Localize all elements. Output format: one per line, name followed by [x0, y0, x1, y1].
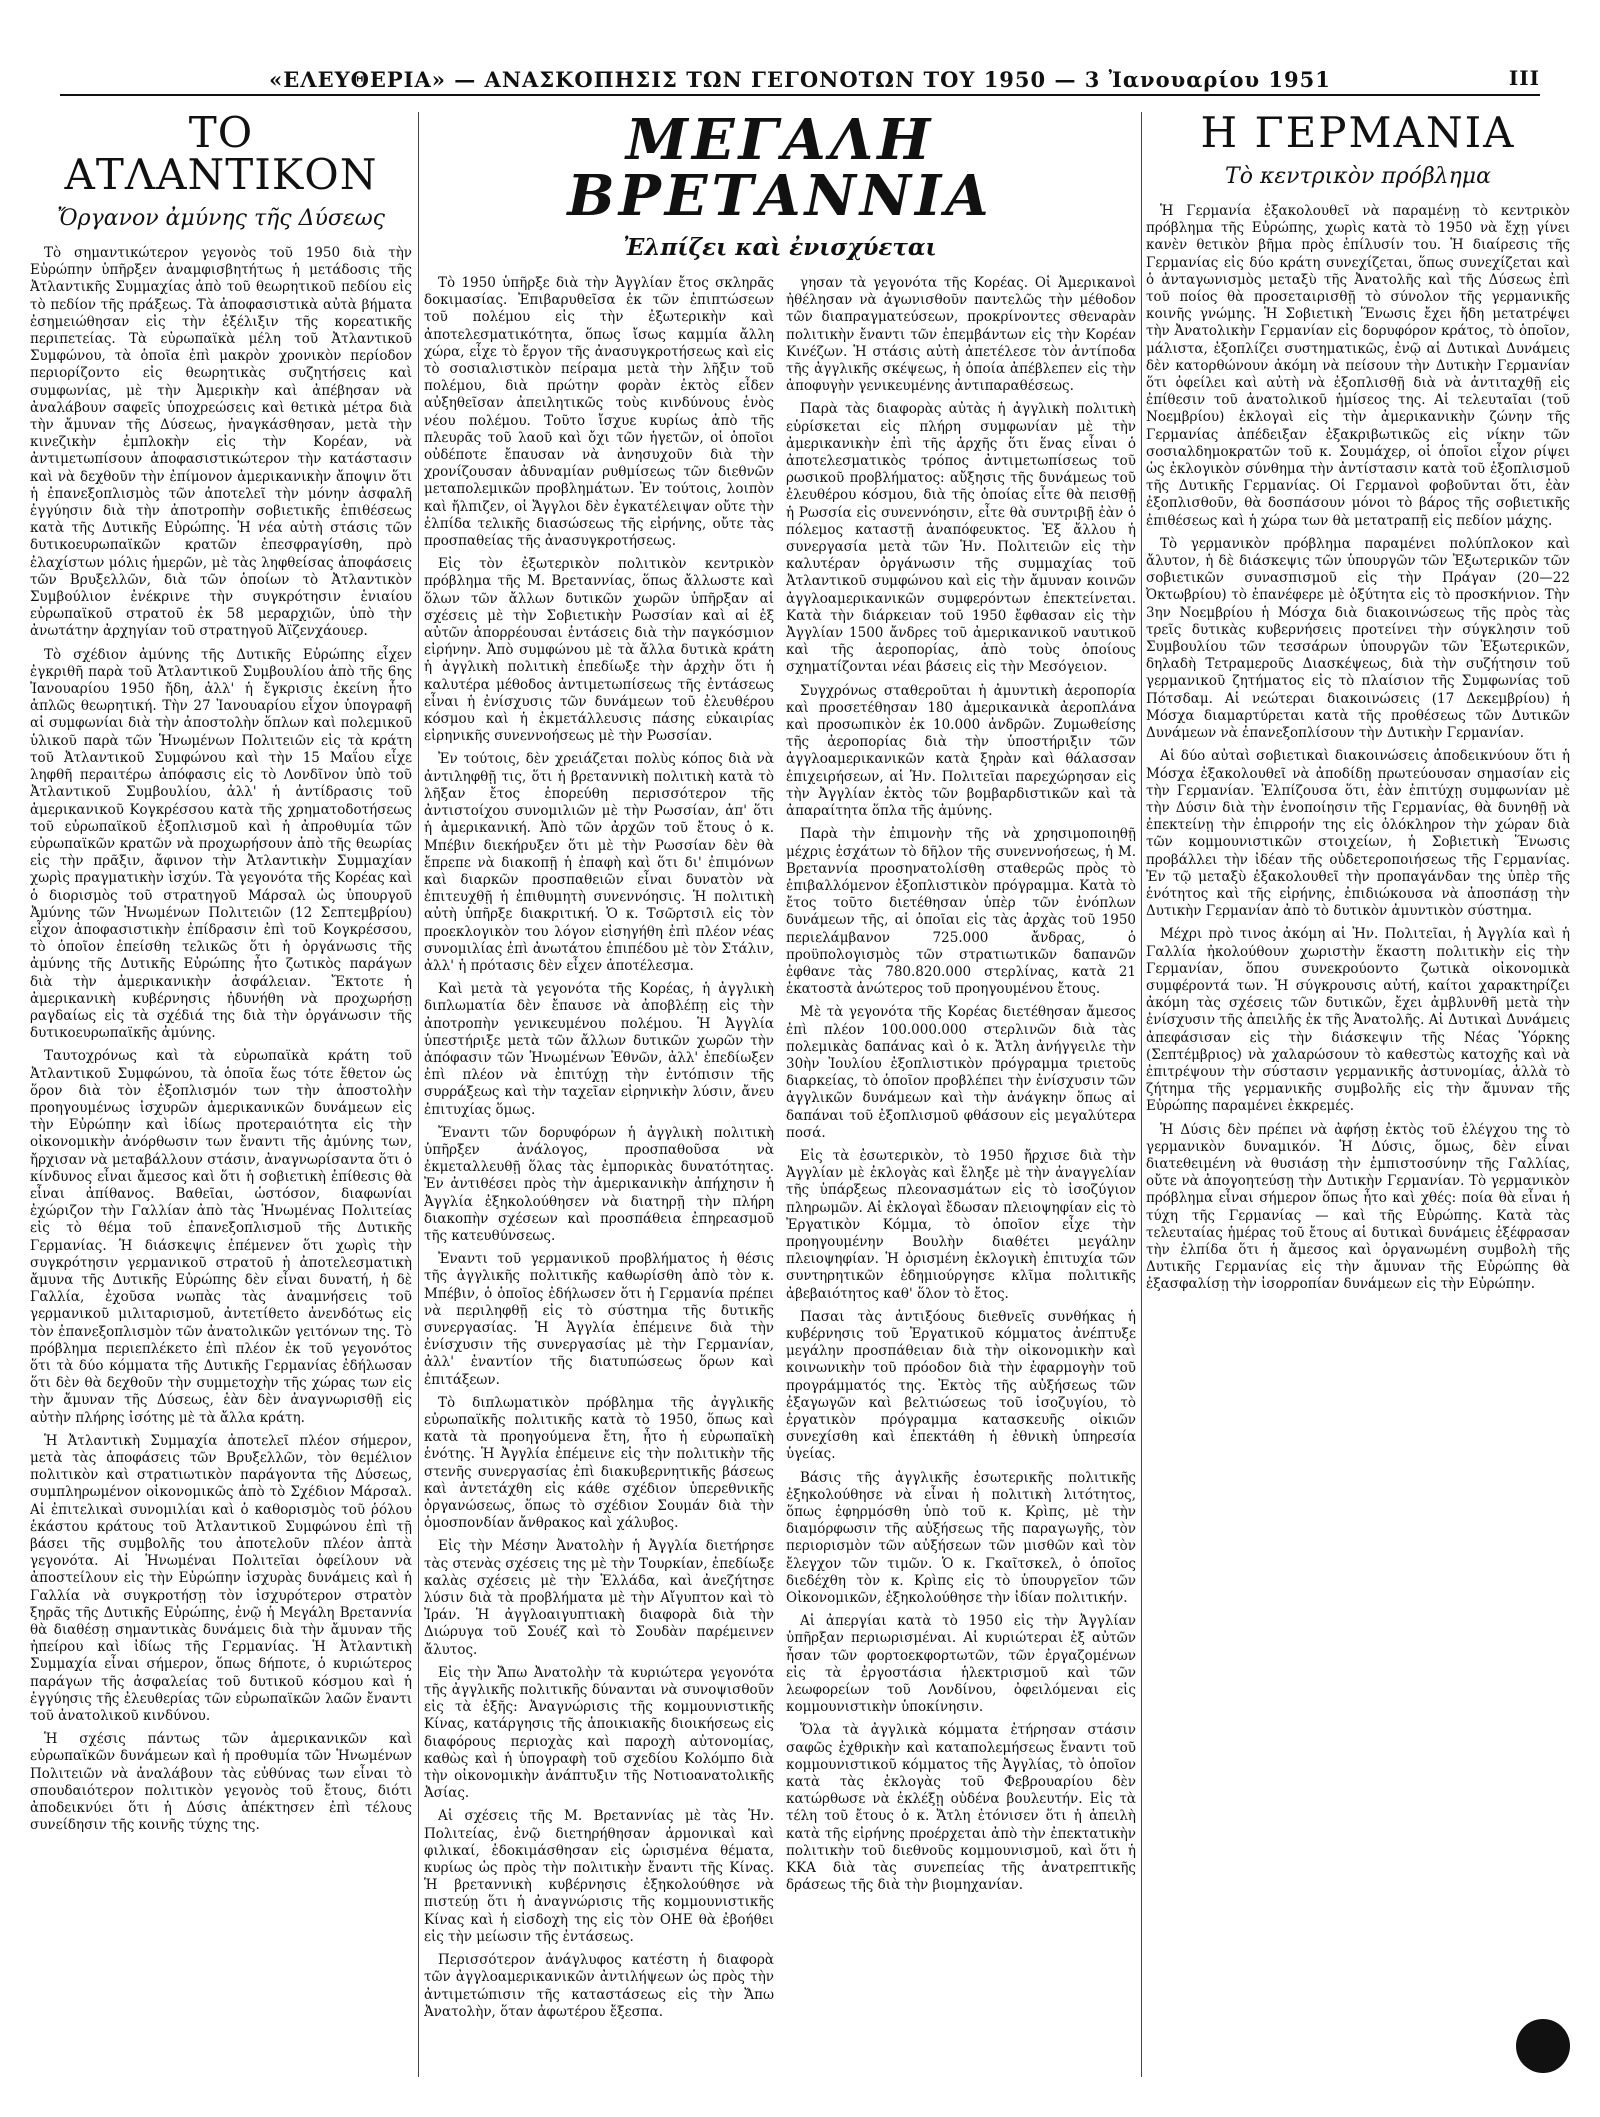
paragraph: Συγχρόνως σταθεροῦται ἡ ἀμυντικὴ ἀεροπορία καὶ προσετέθησαν 180 ἀμερικανικὰ ἀεροπλάνα καὶ προσωπικὸν ἐκ 10.000 ἀνδρῶν. Ζυμωθείσης τῆς ἀεροπορίας διὰ τὴν ὑποστήριξιν τῶν ἀγγλοαμερικανικῶν κατὰ ξηρὰν καὶ θάλασσαν ἐπιχειρήσεων, αἱ Ἡν. Πολιτεῖαι παρεχώρησαν εἰς τὴν Ἀγγλίαν ἐκτὸς τῶν βομβαρδιστικῶν καὶ τὰ ἀπαραίτητα ὅπλα τῆς ἀμύνης. [786, 682, 1136, 820]
paragraph: Εἰς τὴν Μέσην Ἀνατολὴν ἡ Ἀγγλία διετήρησε τὰς στενὰς σχέσεις της μὲ τὴν Τουρκίαν, ἐπεδίωξε καλὰς σχέσεις μὲ τὴν Ἑλλάδα, καὶ ἀνεζήτησε λύσιν διὰ τὰ προβλήματα μὲ τὴν Αἴγυπτον καὶ τὸ Ἰράν. Ἡ ἀγγλοαιγυπτιακὴ διαφορὰ διὰ τὴν Διώρυγα τοῦ Σουέζ καὶ τὸ Σουδὰν παρέμεινεν ἄλυτος. [424, 1538, 774, 1658]
paragraph: Πασαι τὰς ἀντιξόους διεθνεῖς συνθήκας ἡ κυβέρνησις τοῦ Ἐργατικοῦ κόμματος ἀνέπτυξε μεγάλην προσπάθειαν διὰ τὴν οἰκονομικὴν καὶ κοινωνικὴν τοῦ πρόοδον διὰ τὴν ἐφαρμογὴν τοῦ προγράμματός της. Ἐκτὸς τῆς αὐξήσεως τῶν ἐξαγωγῶν καὶ βελτιώσεως τοῦ ἰσοζυγίου, τὸ ἐργατικὸν πρόγραμμα κατασκευῆς οἰκιῶν συνεχίσθη καὶ ἐπεκτάθη ἡ ἐθνικὴ ὑπηρεσία ὑγείας. [786, 1308, 1136, 1463]
paragraph: Μέχρι πρὸ τινος ἀκόμη αἱ Ἡν. Πολιτεῖαι, ἡ Ἀγγλία καὶ ἡ Γαλλία ἠκολούθουν χωριστὴν ἕκαστη πολιτικὴν εἰς τὴν Γερμανίαν, ὅπου συνεκρούοντο ζωτικὰ οἰκονομικὰ συμφέροντά των. Ἡ σύγκρουσις αὐτή, καίτοι χαρακτηρίζει ἀκόμη τὰς σχέσεις τῶν δυτικῶν, ἔχει ἀμβλυνθῆ μετὰ τὴν ἐνίσχυσιν τῆς ἀπειλῆς ἐκ τῆς Ἀνατολῆς. Αἱ Δυτικαὶ Δυνάμεις ἀπεφάσισαν εἰς τὴν διάσκεψιν τῆς Νέας Ὑόρκης (Σεπτέμβριος) νὰ χαλαρώσουν τὸ καθεστὼς κατοχῆς καὶ νὰ ἐπιτρέψουν τὴν σύστασιν γερμανικῆς ἀστυνομίας, ἀλλὰ τὸ ζήτημα τῆς γερμανικῆς συμβολῆς εἰς τὴν ἄμυναν τῆς Εὐρώπης παραμένει ἐκκρεμές. [1146, 926, 1570, 1115]
paragraph: Ἡ σχέσις πάντως τῶν ἀμερικανικῶν καὶ εὐρωπαϊκῶν δυνάμεων καὶ ἡ προθυμία τῶν Ἡνωμένων Πολιτειῶν νὰ ἀναλάβουν τὰς εὐθύνας των εἶναι τὸ σπουδαιότερον πολιτικὸν γεγονὸς τοῦ ἔτους, διότι ἀποδεικνύει ὅτι ἡ Δύσις ἀπέκτησεν ἐπὶ τέλους συνείδησιν τῆς κοινῆς τύχης της. [30, 1731, 412, 1834]
paragraph: Ταυτοχρόνως καὶ τὰ εὐρωπαϊκὰ κράτη τοῦ Ἀτλαντικοῦ Συμφώνου, τὰ ὁποῖα ἕως τότε ἔθετον ὡς ὅρον διὰ τὸν ἐξοπλισμόν των τὴν ἀποστολὴν προηγουμένως ἰσχυρῶν ἀμερικανικῶν δυνάμεων εἰς τὴν Εὐρώπην καὶ ἰδίως προτεραιότητα εἰς τὴν οἰκονομικὴν ἀνόρθωσιν των ἔναντι τῆς ἀμύνης των, ἤρχισαν νὰ μεταβάλλουν στάσιν, ἀναγνωρίσαντα ὅτι ὁ κίνδυνος εἶναι ἄμεσος καὶ ὅτι ἡ σοβιετικὴ ἐπίθεσις θὰ εἶναι ἀπίθανος. Βαθεῖαι, ὡστόσον, διαφωνίαι ἐχώριζον τὴν Γαλλίαν ἀπὸ τὰς Ἡνωμένας Πολιτείας εἰς τὸ θέμα τοῦ ἐπανεξοπλισμοῦ τῆς Δυτικῆς Γερμανίας. Ἡ διάσκεψις ἐπέμενεν ὅτι χωρὶς τὴν συγκρότησιν γερμανικοῦ στρατοῦ ἡ ἀποτελεσματικὴ ἄμυνα τῆς Δυτικῆς Εὐρώπης δὲν εἶναι δυνατή, ἡ δὲ Γαλλία, ἐχοῦσα νωπὰς τὰς ἀναμνήσεις τοῦ γερμανικοῦ μιλιταρισμοῦ, ἀντετίθετο ἀνενδότως εἰς τὸν ἐπανεξοπλισμὸν τῶν ἀνατολικῶν γειτόνων της. Τὸ πρόβλημα περιεπλέκετο ἐπὶ πλέον ἐκ τοῦ γεγονότος ὅτι τὰ δύο κόμματα τῆς Δυτικῆς Γερμανίας ἐδήλωσαν ὅτι δὲν θὰ δεχθοῦν τὴν συμμετοχὴν τῆς χώρας των εἰς τὴν ἄμυναν τῆς Δύσεως, ἐὰν δὲν ἀναγνωρισθῇ εἰς αὐτὴν πλήρης ἰσότης μὲ τὰ ἄλλα κράτη. [30, 1048, 412, 1426]
paragraph: Παρὰ τὰς διαφορὰς αὐτὰς ἡ ἀγγλικὴ πολιτικὴ εὑρίσκεται εἰς πλήρη συμφωνίαν μὲ τὴν ἀμερικανικὴν ἐπὶ τῆς ἀρχῆς ὅτι ἕνας εἶναι ὁ ἀποτελεσματικὸς τρόπος ἀντιμετωπίσεως τοῦ ρωσικοῦ προβλήματος: αὔξησις τῆς δυνάμεως τοῦ ἐλευθέρου κόσμου, διὰ τῆς ὁποίας εἶτε θὰ πεισθῇ ἡ Ρωσσία εἰς συνεννόησιν, εἶτε θὰ συντριβῇ ἐὰν ὁ πόλεμος καταστῇ ἀναπόφευκτος. Ἐξ ἄλλου ἡ συνεργασία μετὰ τῶν Ἡν. Πολιτειῶν εἰς τὴν καλυτέραν ὀργάνωσιν τῆς συμμαχίας τοῦ Ἀτλαντικοῦ συμφώνου καὶ εἰς τὴν ἄμυναν κοινῶν ἀγγλοαμερικανικῶν συμφερόντων ἐπεκτείνεται. Κατὰ τὴν διάρκειαν τοῦ 1950 ἔφθασαν εἰς τὴν Ἀγγλίαν 1500 ἄνδρες τοῦ ἀμερικανικοῦ ναυτικοῦ καὶ τῆς ἀεροπορίας, ἀπὸ τοὺς ὁποίους σχηματίζονται νέαι βάσεις εἰς τὴν Μεσόγειον. [786, 401, 1136, 676]
paragraph: Βάσις τῆς ἀγγλικῆς ἐσωτερικῆς πολιτικῆς ἐξηκολούθησε νὰ εἶναι ἡ πολιτικὴ λιτότητος, ὅπως ἐφηρμόσθη ὑπὸ τοῦ κ. Κρὶπς, μὲ τὴν διαμόρφωσιν τῆς αὐξήσεως τῆς παραγωγῆς, τὸν περιορισμὸν τῶν αὐξήσεων τῶν μισθῶν καὶ τὸν ἔλεγχον τῶν τιμῶν. Ὁ κ. Γκαῖτσκελ, ὁ ὁποῖος διεδέχθη τὸν κ. Κρὶπς εἰς τὸ ὑπουργεῖον τῶν Οἰκονομικῶν, ἐξηκολούθησε τὴν ἰδίαν πολιτικήν. [786, 1469, 1136, 1607]
paragraph: Αἱ σχέσεις τῆς Μ. Βρεταννίας μὲ τὰς Ἡν. Πολιτείας, ἐνῷ διετηρήθησαν ἁρμονικαὶ καὶ φιλικαί, ἐδοκιμάσθησαν εἰς ὡρισμένα θέματα, κυρίως ὡς πρὸς τὴν πολιτικὴν ἔναντι τῆς Κίνας. Ἡ βρεταννικὴ κυβέρνησις ἐξηκολούθησε νὰ πιστεύῃ ὅτι ἡ ἀναγνώρισις τῆς κομμουνιστικῆς Κίνας καὶ ἡ εἰσδοχὴ της εἰς τὸν ΟΗΕ θὰ ἐβοήθει εἰς τὴν μείωσιν τῆς ἐντάσεως. [424, 1808, 774, 1945]
ink-blot [1516, 2019, 1570, 2073]
column-divider [418, 112, 419, 2077]
paragraph: Παρὰ τὴν ἐπιμονὴν τῆς νὰ χρησιμοποιηθῇ μέχρις ἐσχάτων τὸ δῆλον τῆς συνεννοήσεως, ἡ Μ. Βρεταννία προσηνατολίσθη σταθερῶς πρὸς τὸ ἐπιβαλλόμενον ἐξοπλιστικὸν πρόγραμμα. Κατὰ τὸ ἔτος τοῦτο διετέθησαν ὑπὲρ τῶν ἐνόπλων δυνάμεων τῆς, αἱ ὁποῖαι εἰς τὰς ἀρχὰς τοῦ 1950 περιελάμβανον 725.000 ἄνδρας, ὁ προϋπολογισμὸς τῶν στρατιωτικῶν δαπανῶν ἐφθανε τὰς 780.820.000 στερλίνας, κατὰ 21 ἑκατοστὰ ἀνώτερος τοῦ προηγουμένου ἔτους. [786, 826, 1136, 998]
masthead [60, 64, 1540, 96]
article-subtitle: Τὸ κεντρικὸν πρόβλημα [1225, 164, 1491, 189]
paragraph: Ἐν τούτοις, δὲν χρειάζεται πολὺς κόπος διὰ νὰ ἀντιληφθῇ τις, ὅτι ἡ βρεταννικὴ πολιτικὴ κατὰ τὸ λῆξαν ἔτος ἐπορεύθη περισσότερον τῆς ἀντιστοίχου συνομιλιῶν μὲ τὴν Ρωσσίαν, ἀπ' ὅτι ἡ ἀμερικανική. Ἀπὸ τῶν ἀρχῶν τοῦ ἔτους ὁ κ. Μπέβιν διεκήρυξεν ὅτι μὲ τὴν Ρωσσίαν δὲν θὰ ἔπρεπε νὰ διακοπῇ ἡ ἐπαφὴ καὶ ὅτι δι' ἐπιμόνων καὶ διαρκῶν προσπαθειῶν εἶναι δυνατὸν νὰ ἐπιτευχθῇ ἡ ἐπιθυμητὴ συνεννόησις. Ἡ πολιτικὴ αὐτὴ ὑπῆρξε διακριτική. Ὁ κ. Τσῶρτσιλ εἰς τὸν προεκλογικὸν του λόγον εἰσηγήθη ἐπὶ πλέον νέας συνομιλίας ἐπὶ ἀνωτάτου ἐπιπέδου μὲ τὸν Στάλιν, ἀλλ' ἡ πρότασις δὲν εἶχεν ἀποτέλεσμα. [424, 751, 774, 974]
subcolumn-1 [424, 275, 774, 2027]
paragraph: Ὅλα τὰ ἀγγλικὰ κόμματα ἐτήρησαν στάσιν σαφῶς ἐχθρικὴν καὶ καταπολεμήσεως ἔναντι τοῦ κομμουνιστικοῦ κόμματος τῆς Ἀγγλίας, τὸ ὁποῖον κατὰ τὰς ἐκλογὰς τοῦ Φεβρουαρίου δὲν κατώρθωσε νὰ ἐκλέξῃ οὐδένα βουλευτήν. Εἰς τὰ τέλη τοῦ ἔτους ὁ κ. Ἄτλη ἐτόνισεν ὅτι ἡ ἀπειλὴ κατὰ τῆς εἰρήνης προέρχεται ἀπὸ τὴν ἐπεκτατικὴν πολιτικὴν τοῦ διεθνοῦς κομμουνισμοῦ, καὶ ὅτι ἡ ΚΚΑ διὰ τὰς συνεπείας τῆς ἀνατρεπτικῆς δράσεως τῆς διὰ τὴν βιομηχανίαν. [786, 1722, 1136, 1894]
column-divider [1141, 112, 1142, 2077]
paragraph: Αἱ ἀπεργίαι κατὰ τὸ 1950 εἰς τὴν Ἀγγλίαν ὑπῆρξαν περιωρισμέναι. Αἱ κυριώτεραι ἐξ αὐτῶν ἦσαν τῶν φορτοεκφορτωτῶν, τῶν ἐργαζομένων εἰς τὰ ἐργοστάσια ἡλεκτρισμοῦ καὶ τῶν λεωφορείων τοῦ Λονδίνου, ὀφειλόμεναι εἰς κομμουνιστικὴν ὑποκίνησιν. [786, 1613, 1136, 1716]
article-subtitle: Ὄργανον ἀμύνης τῆς Δύσεως [57, 206, 385, 231]
article-subtitle: Ἐλπίζει καὶ ἐνισχύεται [623, 234, 937, 261]
paragraph: Τὸ 1950 ὑπῆρξε διὰ τὴν Ἀγγλίαν ἔτος σκληρᾶς δοκιμασίας. Ἐπιβαρυθεῖσα ἐκ τῶν ἐπιπτώσεων τοῦ πολέμου εἰς τὴν ἐξωτερικὴν καὶ ἀποτελεσματικότητα, ὅπως ἴσως καμμία ἄλλη χώρα, εἶχε τὸ ἔργον τῆς ἀνασυγκροτήσεως καὶ εἰς τὸ σοσιαλιστικὸν πείραμα μετὰ τὴν λῆξιν τοῦ πολέμου, διὰ πρώτην φορὰν ἐκτὸς εἶδεν αὐξηθεῖσαν ἀπειλητικῶς τοὺς κινδύνους ἑνὸς νέου πολέμου. Τοῦτο ἴσχυε κυρίως ἀπὸ τῆς πλευρᾶς τοῦ λαοῦ καὶ ὄχι τῶν ἡγετῶν, οἱ ὁποῖοι οὐδέποτε ἔπαυσαν νὰ ἀνησυχοῦν διὰ τὴν χρονίζουσαν ἀδυναμίαν ρυθμίσεως τῶν διεθνῶν μεταπολεμικῶν προβλημάτων. Ἐν τούτοις, λοιπὸν καὶ ἤλπιζεν, οἱ Ἄγγλοι δὲν ἐγκατέλειψαν οὔτε τὴν ἐλπίδα τελικῆς διασώσεως τῆς εἰρήνης, οὔτε τὰς προσπαθείας τῆς ἀνασυγκροτήσεως. [424, 275, 774, 550]
paragraph: Ἔναντι τῶν δορυφόρων ἡ ἀγγλικὴ πολιτικὴ ὑπῆρξεν ἀνάλογος, προσπαθοῦσα νὰ ἐκμεταλλευθῇ ὅλας τὰς ἐμπορικὰς δυνατότητας. Ἐν ἀντιθέσει πρὸς τὴν ἀμερικανικὴν ἀπήχησιν ἡ Ἀγγλία ἐξηκολούθησεν νὰ διατηρῇ τὴν πλήρη διακοπὴν σχέσεων καὶ προσπάθεια ἐπηρεασμοῦ τῆς κατευθύνσεως. [424, 1124, 774, 1244]
paragraph: Εἰς τὸν ἐξωτερικὸν πολιτικὸν κεντρικὸν πρόβλημα τῆς Μ. Βρεταννίας, ὅπως ἄλλωστε καὶ ὅλων τῶν ἄλλων δυτικῶν χωρῶν ὑπῆρξαν αἱ σχέσεις μὲ τὴν Σοβιετικὴν Ρωσσίαν καὶ αἱ ἐξ αὐτῶν ἀπορρέουσαι ἐντάσεις διὰ τὴν παγκόσμιον εἰρήνην. Ἀπὸ συμφώνου μὲ τὰ ἄλλα δυτικὰ κράτη ἡ ἀγγλικὴ πολιτικὴ ἐπεδίωξε τὴν ἀρχὴν ὅτι ἡ καλυτέρα μέθοδος ἀντιμετωπίσεως τῆς ἐντάσεως εἶναι ἡ ἐνίσχυσις τῶν δυνάμεων τοῦ ἐλευθέρου κόσμου καὶ ἡ ἐκμετάλλευσις πάσης εὐκαιρίας εἰρηνικῆς συνεννοήσεως μὲ τὴν Ρωσσίαν. [424, 556, 774, 745]
article-title: ΜΕΓΑΛΗ ΒΡΕΤΑΝΝΙΑ [567, 112, 993, 229]
paragraph: Ἡ Ἀτλαντικὴ Συμμαχία ἀποτελεῖ πλέον σήμερον, μετὰ τὰς ἀποφάσεις τῶν Βρυξελλῶν, τὸν θεμέλιον πολιτικὸν καὶ στρατιωτικὸν παράγοντα τῆς Δύσεως, συμπληρωμένον οἰκονομικῶς ἀπὸ τὸ Σχέδιον Μάρσαλ. Αἱ ἐπιτελικαὶ συνομιλίαι καὶ ὁ καθορισμὸς τοῦ ῥόλου ἑκάστου κράτους τοῦ Ἀτλαντικοῦ Συμφώνου ἐπὶ τῇ βάσει τῆς συμβολῆς του ἀποτελοῦν πλέον ἀπτὰ γεγονότα. Αἱ Ἡνωμέναι Πολιτεῖαι ὀφείλουν νὰ ἀποστείλουν εἰς τὴν Εὐρώπην ἰσχυρὰς δυνάμεις καὶ ἡ Γαλλία νὰ συγκροτήσῃ τὸν ἰσχυρότερον στρατὸν ξηρᾶς τῆς Δυτικῆς Εὐρώπης, ἐνῷ ἡ Μεγάλη Βρεταννία θὰ διαθέσῃ σημαντικὰς δυνάμεις διὰ τὴν ἄμυναν τῆς ἠπείρου καὶ ἰδίως τῆς Γερμανίας. Ἡ Ἀτλαντικὴ Συμμαχία εἶναι σήμερον, ὅπως δήποτε, ὁ κυριώτερος παράγων τῆς ἀσφαλείας τοῦ δυτικοῦ κόσμου καὶ ἡ ἐγγύησις τῆς ἐλευθερίας τῶν εὐρωπαϊκῶν λαῶν ἔναντι τοῦ ἀνατολικοῦ κινδύνου. [30, 1432, 412, 1725]
paragraph: Τὸ γερμανικὸν πρόβλημα παραμένει πολύπλοκον καὶ ἄλυτον, ἡ δὲ διάσκεψις τῶν ὑπουργῶν τῶν Ἐξωτερικῶν τῶν σοβιετικῶν συνασπισμοῦ εἰς τὴν Πράγαν (20—22 Ὀκτωβρίου) τὸ ἐπανέφερε μὲ ὀξύτητα εἰς τὸ προσκήνιον. Τὴν 3ην Νοεμβρίου ἡ Μόσχα διὰ διακοινώσεως τῆς πρὸς τὰς τρεῖς δυτικὰς κυβερνήσεις προτείνει τὴν σύγκλησιν τοῦ Συμβουλίου τῶν τεσσάρων ὑπουργῶν τῶν Ἐξωτερικῶν, δηλαδὴ Τετραμεροῦς Διασκέψεως, διὰ τὴν συζήτησιν τοῦ γερμανικοῦ ζητήματος εἰς τὸ πλαίσιον τῆς Συμφωνίας τοῦ Πότσδαμ. Αἱ νεώτεραι διακοινώσεις (17 Δεκεμβρίου) ἡ Μόσχα διαμαρτύρεται κατὰ τῆς προθέσεως τῶν Δυτικῶν Δυνάμεων νὰ ἐπανεξοπλίσουν τὴν Δυτικὴν Γερμανίαν. [1146, 535, 1570, 742]
paragraph: Τὸ σχέδιον ἀμύνης τῆς Δυτικῆς Εὐρώπης εἶχεν ἐγκριθῆ παρὰ τοῦ Ἀτλαντικοῦ Συμβουλίου ἀπὸ τῆς 6ης Ἰανουαρίου 1950 ἤδη, ἀλλ' ἡ ἔγκρισις ἐκείνη ἦτο ἁπλῶς θεωρητική. Τὴν 27 Ἰανουαρίου εἶχον ὑπογραφῆ αἱ συμφωνίαι διὰ τὴν ἀποστολὴν ὅπλων καὶ πολεμικοῦ ὑλικοῦ παρὰ τῶν Ἡνωμένων Πολιτειῶν εἰς τὰ κράτη τοῦ Ἀτλαντικοῦ Συμφώνου καὶ τὴν 15 Μαΐου εἶχε ληφθῆ περαιτέρω ἀπόφασις εἰς τὸ Λονδῖνον ὑπὸ τοῦ Ἀτλαντικοῦ Συμβουλίου, ἀλλ' ἡ ἀντίδρασις τοῦ ἀμερικανικοῦ Κογκρέσσου κατὰ τῆς χρηματοδοτήσεως τοῦ εὐρωπαϊκοῦ ἐξοπλισμοῦ καὶ ἡ ἀπροθυμία τῶν εὐρωπαϊκῶν κρατῶν νὰ προχωρήσουν ἀπὸ τῆς θεωρίας εἰς τὴν πρᾶξιν, ἄφινον τὴν Ἀτλαντικὴν Συμμαχίαν χωρὶς πραγματικὴν ἰσχύν. Τὰ γεγονότα τῆς Κορέας καὶ ὁ διορισμὸς τοῦ στρατηγοῦ Μάρσαλ ὡς ὑπουργοῦ Ἀμύνης τῶν Ἡνωμένων Πολιτειῶν (12 Σεπτεμβρίου) εἶχον ἀποφασιστικὴν ἐπίδρασιν ἐπὶ τοῦ Κογκρέσσου, τὸ ὁποῖον ἐπείσθη τελικῶς ὅτι ἡ ὀργάνωσις τῆς ἀμύνης τῆς Δυτικῆς Εὐρώπης ἦτο ζωτικὸς παράγων διὰ τὴν ἀμερικανικὴν ἀσφάλειαν. Ἔκτοτε ἡ ἀμερικανικὴ κυβέρνησις ἠδυνήθη νὰ προχωρήσῃ ραγδαίως εἰς τὰ σχέδιά της διὰ τὴν ὀργάνωσιν τῆς δυτικοευρωπαϊκῆς ἀμύνης. [30, 646, 412, 1042]
article-atlantic [30, 112, 412, 2087]
article-title: ΤΟ ΑΤΛΑΝΤΙΚΟΝ [64, 112, 378, 199]
paragraph: Ἡ Γερμανία ἐξακολουθεῖ νὰ παραμένῃ τὸ κεντρικὸν πρόβλημα τῆς Εὐρώπης, χωρὶς κατὰ τὸ 1950 νὰ ἔχῃ γίνει κανὲν θετικὸν βῆμα πρὸς ἐπίλυσίν του. Ἡ διαίρεσις τῆς Γερμανίας εἰς δύο κράτη συνεχίζεται, ὅπως συνεχίζεται καὶ ὁ ἀνταγωνισμὸς μεταξὺ τῆς Ἀνατολῆς καὶ τῆς Δύσεως ἐπὶ τοῦ ποίος θὰ προσεταιρισθῇ τὸ σύνολον τῆς γερμανικῆς κοινῆς γνώμης. Ἡ Σοβιετικὴ Ἕνωσις ἔχει ἤδη μετατρέψει τὴν Ἀνατολικὴν Γερμανίαν εἰς δορυφόρον κράτος, τὸ ὁποῖον, μάλιστα, ἐξοπλίζει συστηματικῶς, ἐνῷ αἱ Δυτικαὶ Δυνάμεις δὲν κατορθώνουν ἀκόμη νὰ πείσουν τὴν Δυτικὴν Γερμανίαν ὅτι ὀφείλει καὶ αὐτὴ νὰ ἐξοπλισθῇ διὰ νὰ ἀντιταχθῇ εἰς ἐπίθεσιν τοῦ ἀνατολικοῦ ἡμίσεος της. Αἱ τελευταῖαι (τοῦ Νοεμβρίου) ἐκλογαὶ εἰς τὴν ἀμερικανικὴν ζώνην τῆς Γερμανίας ἀπέδειξαν ἐξακριβωτικῶς εἰς νίκην τῶν σοσιαλδημοκρατῶν τοῦ κ. Σουμάχερ, οἱ ὁποῖοι εἶχον ρίψει ὡς ἐκλογικὸν σύνθημα τὴν ἀντίστασιν κατὰ τοῦ ἐξοπλισμοῦ τῆς Δυτικῆς Γερμανίας. Οἱ Γερμανοὶ φοβοῦνται ὅτι, ἐὰν ἐξοπλισθοῦν, θὰ δοσπάσουν μόνοι τὸ βάρος τῆς σοβιετικῆς ἐπιθέσεως καὶ ἡ χώρα των θὰ μετατραπῇ εἰς πεδίον μάχης. [1146, 203, 1570, 529]
paragraph: γησαν τὰ γεγονότα τῆς Κορέας. Οἱ Ἀμερικανοὶ ἠθέλησαν νὰ ἀγωνισθοῦν παντελῶς τὴν μέθοδον τῶν διαπραγματεύσεων, προκρίνοντες σθεναρὰν πολιτικὴν ἔναντι τῶν ἐπεμβάντων εἰς τὴν Κορέαν Κινέζων. Ἡ στάσις αὐτὴ ἀπετέλεσε τὸν ἀντίποδα τῆς ἀγγλικῆς σκέψεως, ἡ ὁποία ἀπέβλεπεν εἰς τὴν ἀποφυγὴν γενικευμένης ἀντιπαραθέσεως. [786, 275, 1136, 395]
paragraph: Τὸ σημαντικώτερον γεγονὸς τοῦ 1950 διὰ τὴν Εὐρώπην ὑπῆρξεν ἀναμφισβητήτως ἡ μετάδοσις τῆς Ἀτλαντικῆς Συμμαχίας ἀπὸ τοῦ θεωρητικοῦ πεδίου εἰς τὸ πεδίον τῆς πράξεως. Τὰ ἀποφασιστικὰ αὐτὰ βήματα ἐσημειώθησαν εἰς τὴν ἐξέλιξιν τῆς κορεατικῆς περιπετείας. Τὰ εὐρωπαϊκὰ μέλη τοῦ Ἀτλαντικοῦ Συμφώνου, τὰ ὁποῖα ἐπὶ μακρὸν χρονικὸν περίοδον περιορίζοντο εἰς θεωρητικὰς συζητήσεις καὶ συμφωνίας, μὲ τὴν Ἀμερικὴν καὶ ἀπέβησαν νὰ ἀναλάβουν σαφεῖς ὑποχρεώσεις καὶ θετικὰ μέτρα διὰ τὴν ἄμυναν τῆς Δύσεως, ἠναγκάσθησαν, μετὰ τὴν κινεζικὴν ἐμπλοκὴν εἰς τὴν Κορέαν, νὰ ἀντιμετωπίσουν ἀποφασιστικώτερον τὴν κατάστασιν καὶ νὰ δεχθοῦν τὴν ἐπίμονον ἀμερικανικὴν ἄποψιν ὅτι ἡ ἐπανεξοπλισμὸς τῶν ἀποτελεῖ τὴν μόνην ἀσφαλῆ ἐγγύησιν διὰ τὴν ἀποτροπὴν σοβιετικῆς ἐπιθέσεως κατὰ τῆς Δυτικῆς Εὐρώπης. Ἡ νέα αὐτὴ στάσις τῶν δυτικοευρωπαϊκῶν κρατῶν ἐπεσφραγίσθη, πρὸ ἐλαχίστων μόλις ἡμερῶν, μὲ τὰς ληφθείσας ἀποφάσεις τῶν Βρυξελλῶν, διὰ τῶν ὁποίων τὸ Ἀτλαντικὸν Συμβούλιον ἐνέκρινε τὴν συγκρότησιν ἑνιαίου εὐρωπαϊκοῦ στρατοῦ ἐκ 58 μεραρχιῶν, ὑπὸ τὴν ἀνωτάτην ἀρχηγίαν τοῦ στρατηγοῦ Ἀϊζενχάουερ. [30, 245, 412, 640]
paragraph: Αἱ δύο αὐταὶ σοβιετικαὶ διακοινώσεις ἀποδεικνύουν ὅτι ἡ Μόσχα ἐξακολουθεῖ νὰ ἀποδίδῃ πρωτεύουσαν σημασίαν εἰς τὴν Γερμανίαν. Ἐλπίζουσα ὅτι, ἐὰν ἐπιτύχῃ συμφωνίαν μὲ τὴν Δύσιν διὰ τὴν ἑνοποίησιν τῆς Γερμανίας, θὰ δυνηθῇ νὰ ἐπεκτείνῃ τὴν ἐπιρροήν της εἰς ὁλόκληρον τὴν χώραν διὰ τῶν κομμουνιστικῶν στοιχείων, ἡ Σοβιετικὴ Ἕνωσις προβάλλει τὴν ἰδέαν τῆς οὐδετεροποιήσεως τῆς Γερμανίας. Ἐν τῷ μεταξὺ ἐξακολουθεῖ τὴν προπαγάνδαν της ὑπὲρ τῆς ἑνότητος καὶ τῆς εἰρήνης, ἐπιδιώκουσα νὰ ἀποσπάσῃ τὴν Δυτικὴν Γερμανίαν ἀπὸ τὸ δυτικὸν ἀμυντικὸν σύστημα. [1146, 748, 1570, 920]
article-subcolumns [424, 275, 1136, 2027]
paragraph: Ἡ Δύσις δὲν πρέπει νὰ ἀφήσῃ ἐκτὸς τοῦ ἐλέγχου της τὸ γερμανικὸν δυναμικόν. Ἡ Δύσις, ὅμως, δὲν εἶναι διατεθειμένη νὰ θυσιάσῃ τὴν ἐμπιστοσύνην τῆς Γαλλίας, οὔτε νὰ ἀπογοητεύσῃ τὴν Δυτικὴν Γερμανίαν. Τὸ γερμανικὸν πρόβλημα εἶναι σήμερον ὅπως ἦτο καὶ χθές: ποία θὰ εἶναι ἡ τύχη τῆς Γερμανίας — καὶ τῆς Εὐρώπης. Κατὰ τὰς τελευταίας ἡμέρας τοῦ ἔτους αἱ δυτικαὶ δυνάμεις ἐξέφρασαν τὴν ἐλπίδα ὅτι ἡ ἄμεσος καὶ ὀργανωμένη συμβολὴ τῆς Δυτικῆς Γερμανίας εἰς τὴν ἄμυναν τῆς Εὐρώπης θὰ ἐξασφαλίσῃ τὴν ἰσορροπίαν δυνάμεων εἰς τὴν Εὐρώπην. [1146, 1121, 1570, 1293]
paragraph: Μὲ τὰ γεγονότα τῆς Κορέας διετέθησαν ἄμεσος ἐπὶ πλέον 100.000.000 στερλινῶν διὰ τὰς πολεμικὰς δαπάνας καὶ ὁ κ. Ἄτλη ἀνήγγειλε τὴν 30ὴν Ἰουλίου ἐξοπλιστικὸν πρόγραμμα τριετοῦς διαρκείας, τὸ ὁποῖον προβλέπει τὴν ἐνίσχυσιν τῶν ἀγγλικῶν δυνάμεων καὶ τὴν ἀνάγκην ὅπως αἱ δαπάναι τοῦ ἐξοπλισμοῦ φθάσουν εἰς μεγαλύτερα ποσά. [786, 1004, 1136, 1141]
paragraph: Ἐναντι τοῦ γερμανικοῦ προβλήματος ἡ θέσις τῆς ἀγγλικῆς πολιτικῆς καθωρίσθη ἀπὸ τὸν κ. Μπέβιν, ὁ ὁποῖος ἐδήλωσεν ὅτι ἡ Γερμανία πρέπει νὰ περιληφθῇ εἰς τὸ σύστημα τῆς δυτικῆς συνεργασίας. Ἡ Ἀγγλία ἐπέμεινε διὰ τὴν ἐνίσχυσιν τῆς συνεργασίας μὲ τὴν Γερμανίαν, ἀλλ' ἐναντίον τῆς διατυπώσεως ὅρων καὶ ἐπιτάξεων. [424, 1251, 774, 1388]
paragraph: Περισσότερον ἀνάγλυφος κατέστη ἡ διαφορὰ τῶν ἀγγλοαμερικανικῶν ἀντιλήψεων ὡς πρὸς τὴν ἀντιμετώπισιν τῆς καταστάσεως εἰς τὴν Ἄπω Ἀνατολὴν, ὅταν ἀφωτέρου ἔξεσπα. [424, 1952, 774, 2020]
paragraph: Τὸ διπλωματικὸν πρόβλημα τῆς ἀγγλικῆς εὐρωπαϊκῆς πολιτικῆς κατὰ τὸ 1950, ὅπως καὶ κατὰ τὰ προηγούμενα ἔτη, ἦτο ἡ εὐρωπαϊκὴ ἑνότης. Ἡ Ἀγγλία ἐπέμεινε εἰς τὴν πολιτικὴν τῆς στενῆς συνεργασίας ἐπὶ διακυβερνητικῆς βάσεως καὶ ἀντετάχθη εἰς κάθε σχέδιον ὑπερεθνικῆς ὀργανώσεως, ὅπως τὸ σχέδιον Σουμάν διὰ τὴν ὁμοσπονδίαν ἄνθρακος καὶ χάλυβος. [424, 1394, 774, 1532]
paragraph: Καὶ μετὰ τὰ γεγονότα τῆς Κορέας, ἡ ἀγγλικὴ διπλωματία δὲν ἔπαυσε νὰ ἀποβλέπῃ εἰς τὴν ἀποτροπὴν γενικευμένου πολέμου. Ἡ Ἀγγλία ὑπεστήριξε μετὰ τῶν ἄλλων δυτικῶν χωρῶν τὴν ἀπόφασιν τῶν Ἡνωμένων Ἐθνῶν, ἀλλ' ἐπεδίωξεν ἐπὶ πλέον νὰ ἐπιτύχῃ τὴν ἐντόπισιν τῆς συρράξεως καὶ τὴν ταχεῖαν εἰρηνικὴν λύσιν, ἄνευ ἐπιτυχίας ὅμως. [424, 981, 774, 1118]
page-number: III [1508, 66, 1540, 90]
article-title: Η ΓΕΡΜΑΝΙΑ [1200, 112, 1516, 157]
masthead-text: «ΕΛΕΥΘΕΡΙΑ» — ΑΝΑΣΚΟΠΗΣΙΣ ΤΩΝ ΓΕΓΟΝΟΤΩΝ ΤΟΥ 1950 — 3 Ἰανουαρίου 1951 [269, 66, 1331, 92]
article-germany [1146, 112, 1570, 2087]
subcolumn-2 [786, 275, 1136, 2027]
paragraph: Εἰς τὴν Ἄπω Ἀνατολὴν τὰ κυριώτερα γεγονότα τῆς ἀγγλικῆς πολιτικῆς δύνανται νὰ συνοψισθοῦν εἰς τὰ ἑξῆς: Ἀναγνώρισις τῆς κομμουνιστικῆς Κίνας, κατάργησις τῆς ἀποικιακῆς διοικήσεως εἰς διαφόρους περιοχὰς καὶ παροχὴ αὐτονομίας, καθὼς καὶ ἡ ὑπογραφὴ τοῦ σχεδίου Κολόμπο διὰ τὴν οἰκονομικὴν ἀνάπτυξιν τῆς Νοτιοανατολικῆς Ἀσίας. [424, 1664, 774, 1802]
article-great-britain [424, 112, 1136, 2087]
paragraph: Εἰς τὰ ἐσωτερικὸν, τὸ 1950 ἤρχισε διὰ τὴν Ἀγγλίαν μὲ ἐκλογὰς καὶ ἔληξε μὲ τὴν ἀναγγελίαν τῆς ὑπάρξεως πλεονασμάτων εἰς τὸ ἰσοζύγιον πληρωμῶν. Αἱ ἐκλογαὶ ἔδωσαν πλειοψηφίαν εἰς τὸ Ἐργατικὸν Κόμμα, τὸ ὁποῖον εἶχε τὴν προηγουμένην Βουλὴν διαθέτει μεγάλην πλειοψηφίαν. Ἡ ὀρισμένη ἐκλογικὴ ἐπιτυχία τῶν συντηρητικῶν ἐδημιούργησε κλῖμα πολιτικῆς ἀβεβαιότητος καθ' ὅλον τὸ ἔτος. [786, 1147, 1136, 1302]
